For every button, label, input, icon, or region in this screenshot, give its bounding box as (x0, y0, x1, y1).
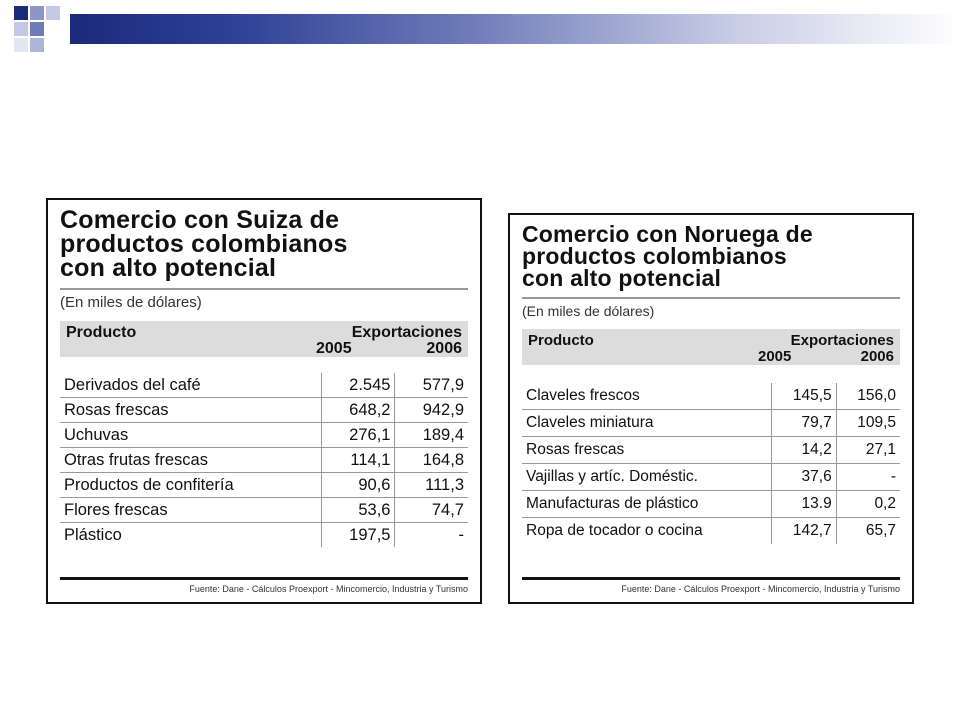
value-2005: 37,6 (772, 464, 836, 491)
value-2006: 156,0 (836, 383, 900, 410)
value-2005: 197,5 (321, 523, 395, 548)
product-cell: Plástico (64, 525, 122, 544)
decor-square (14, 38, 28, 52)
title-line: productos colombianos (60, 230, 348, 258)
product-cell: Otras frutas frescas (60, 448, 321, 473)
value-2006: 577,9 (395, 373, 468, 398)
product-cell: Claveles frescos (522, 383, 772, 410)
norway-trade-table (508, 213, 914, 604)
table-header (522, 329, 900, 365)
value-2005: 14,2 (772, 437, 836, 464)
value-2006: - (836, 464, 900, 491)
value-2006: 942,9 (395, 398, 468, 423)
source-note: Fuente: Dane - Cálculos Proexport - Mincomercio, Industria y Turismo (522, 577, 900, 594)
slide-header-banner (70, 14, 960, 44)
table-row (522, 383, 900, 410)
value-2006: 164,8 (395, 448, 468, 473)
title-line: Comercio con Suiza de (60, 206, 340, 234)
value-2006: - (395, 523, 468, 548)
product-cell: Claveles miniatura (522, 410, 772, 437)
title-line: con alto potencial (522, 265, 722, 291)
value-2005: 276,1 (321, 423, 395, 448)
product-cell: Derivados del café (60, 373, 321, 398)
table-subtitle: (En miles de dólares) (60, 294, 202, 311)
header-year-2005: 2005 (758, 348, 792, 365)
table-subtitle: (En miles de dólares) (522, 303, 655, 319)
value-2005: 142,7 (772, 518, 836, 545)
value-2005: 90,6 (321, 473, 395, 498)
product-cell: Rosas frescas (60, 398, 321, 423)
value-2005: 648,2 (321, 398, 395, 423)
header-year-2006: 2006 (426, 340, 462, 357)
data-table (60, 373, 468, 547)
value-2006: 109,5 (836, 410, 900, 437)
header-product: Producto (528, 332, 594, 349)
product-cell: Productos de confitería (60, 473, 321, 498)
switzerland-trade-table (46, 198, 482, 604)
table-row (522, 464, 900, 491)
table-row (60, 473, 468, 498)
header-year-2006: 2006 (860, 348, 894, 365)
value-2005: 13.9 (772, 491, 836, 518)
product-cell: Rosas frescas (522, 437, 772, 464)
product-cell: Uchuvas (60, 423, 321, 448)
table-row (60, 423, 468, 448)
header-exports: Exportaciones (351, 324, 462, 341)
table-row (522, 518, 900, 545)
table-title (60, 208, 468, 280)
value-2006: 0,2 (836, 491, 900, 518)
table-row (60, 448, 468, 473)
divider (60, 288, 468, 290)
decor-square (46, 6, 60, 20)
product-cell: Vajillas y artíc. Doméstic. (522, 464, 772, 491)
table-row (60, 373, 468, 398)
table-title (522, 223, 900, 289)
table-header (60, 321, 468, 357)
value-2005: 145,5 (772, 383, 836, 410)
source-note: Fuente: Dane - Cálculos Proexport - Mincomercio, Industria y Turismo (60, 577, 468, 594)
title-line: productos colombianos (522, 243, 787, 269)
value-2006: 111,3 (395, 473, 468, 498)
divider (522, 297, 900, 299)
data-table (522, 383, 900, 544)
table-row (60, 523, 468, 548)
table-row (60, 498, 468, 523)
decor-square (30, 38, 44, 52)
table-row (60, 398, 468, 423)
value-2006: 65,7 (836, 518, 900, 545)
product-cell: Ropa de tocador o cocina (526, 522, 703, 539)
value-2006: 27,1 (836, 437, 900, 464)
product-cell: Manufacturas de plástico (522, 491, 772, 518)
decor-square (14, 6, 28, 20)
table-row (522, 491, 900, 518)
header-year-2005: 2005 (316, 340, 352, 357)
header-product: Producto (66, 324, 137, 341)
value-2006: 74,7 (395, 498, 468, 523)
table-row (522, 437, 900, 464)
decor-square (14, 22, 28, 36)
decor-square (30, 6, 44, 20)
title-line: Comercio con Noruega de (522, 221, 813, 247)
value-2005: 2.545 (321, 373, 395, 398)
value-2005: 114,1 (321, 448, 395, 473)
header-exports: Exportaciones (790, 332, 894, 349)
product-cell: Flores frescas (60, 498, 321, 523)
value-2006: 189,4 (395, 423, 468, 448)
title-line: con alto potencial (60, 254, 277, 282)
table-row (522, 410, 900, 437)
value-2005: 53,6 (321, 498, 395, 523)
decor-square (30, 22, 44, 36)
value-2005: 79,7 (772, 410, 836, 437)
